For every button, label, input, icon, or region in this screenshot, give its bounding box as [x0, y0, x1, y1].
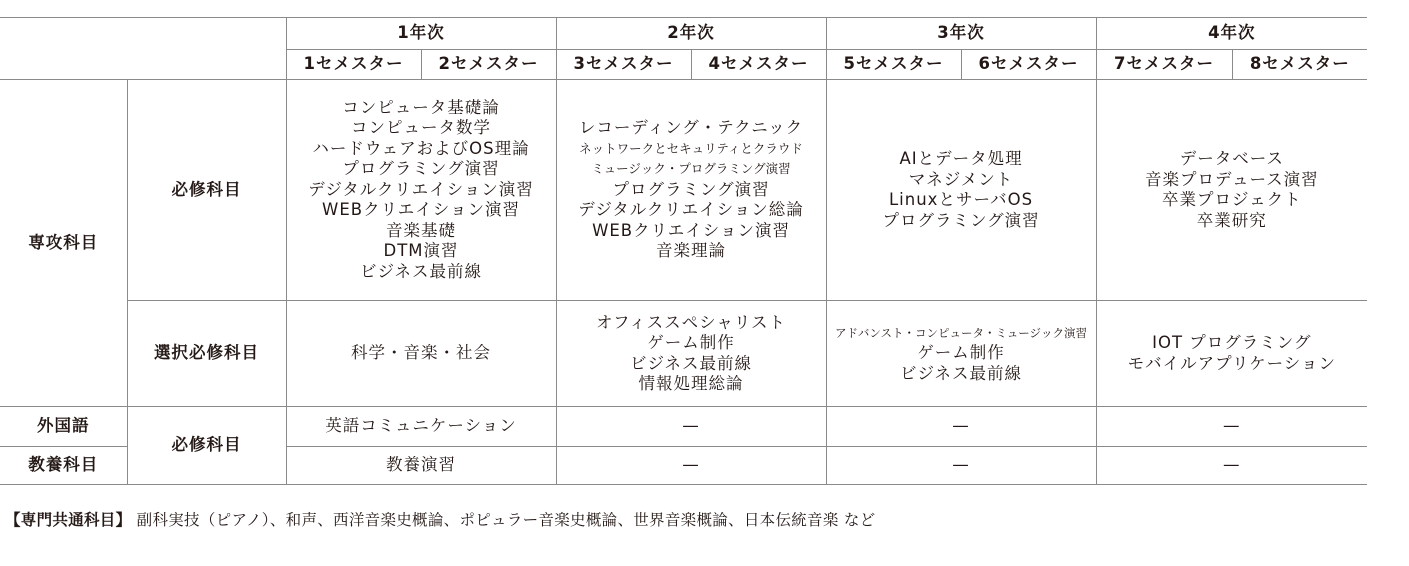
- course-item: 音楽理論: [656, 241, 727, 261]
- semester-5-header: 5セメスター: [826, 50, 961, 80]
- course-item: アドバンスト・コンピュータ・ミュージック演習: [835, 325, 1088, 340]
- year-2-header: 2年次: [556, 18, 826, 50]
- year-3-header: 3年次: [826, 18, 1096, 50]
- elective-year2-cell: [556, 301, 826, 407]
- major-required-row: [0, 80, 1367, 301]
- elective-year1-cell: [286, 301, 556, 407]
- elective-year4-cell: [1096, 301, 1367, 407]
- course-item: ゲーム制作: [917, 343, 1005, 363]
- year-header-row: [0, 18, 1367, 50]
- footnote-text: 副科実技（ピアノ）、和声、西洋音楽史概論、ポピュラー音楽史概論、世界音楽概論、日本伝統音楽 など: [136, 511, 876, 529]
- foreign-language-year4: —: [1096, 407, 1367, 447]
- course-item: コンピュータ基礎論: [342, 97, 500, 117]
- foreign-language-row: [0, 407, 1367, 447]
- course-item: ゲーム制作: [647, 333, 735, 352]
- course-item: ネットワークとセキュリティとクラウド: [579, 140, 803, 156]
- foreign-language-year1: 英語コミュニケーション: [286, 407, 556, 447]
- required-year2-cell: [556, 80, 826, 301]
- course-item: マネジメント: [908, 169, 1014, 189]
- liberal-arts-year4: —: [1096, 447, 1367, 485]
- curriculum-table: [0, 17, 1367, 485]
- course-item: 卒業プロジェクト: [1161, 190, 1302, 209]
- course-item: LinuxとサーバOS: [888, 190, 1034, 209]
- course-item: デジタルクリエイション演習: [308, 179, 534, 199]
- course-item: モバイルアプリケーション: [1127, 353, 1336, 373]
- semester-8-header: 8セメスター: [1232, 50, 1367, 80]
- course-item: 情報処理総論: [638, 374, 744, 393]
- semester-4-header: 4セメスター: [691, 50, 826, 80]
- required-year3-cell: [826, 80, 1096, 301]
- corner-cell: [0, 18, 286, 80]
- course-item: WEBクリエイション演習: [322, 200, 520, 220]
- major-elective-row: [0, 301, 1367, 407]
- foreign-language-label: 外国語: [0, 407, 127, 447]
- course-item: コンピュータ数学: [351, 118, 491, 138]
- course-item: ビジネス最前線: [630, 353, 753, 373]
- course-item: データベース: [1179, 149, 1284, 168]
- semester-2-header: 2セメスター: [421, 50, 556, 80]
- course-item: 音楽基礎: [386, 220, 456, 240]
- foreign-language-year2: —: [556, 407, 826, 447]
- semester-6-header: 6セメスター: [961, 50, 1096, 80]
- course-item: 科学・音楽・社会: [351, 343, 491, 363]
- course-item: DTM演習: [383, 241, 459, 261]
- course-item: プログラミング演習: [882, 210, 1040, 230]
- course-item: 卒業研究: [1196, 210, 1267, 230]
- major-required-label: 必修科目: [127, 80, 286, 301]
- course-item: ハードウェアおよびOS理論: [312, 138, 530, 158]
- liberal-arts-year2: —: [556, 447, 826, 485]
- semester-1-header: 1セメスター: [286, 50, 421, 80]
- required-year4-cell: [1096, 80, 1367, 301]
- elective-year3-cell: [826, 301, 1096, 407]
- course-item: オフィススペシャリスト: [596, 312, 787, 332]
- liberal-arts-year1: 教養演習: [286, 447, 556, 485]
- course-item: IOT プログラミング: [1152, 333, 1312, 352]
- year-1-header: 1年次: [286, 18, 556, 50]
- required-year1-cell: [286, 80, 556, 301]
- footnote-label: 【専門共通科目】: [5, 511, 132, 529]
- major-elective-label: 選択必修科目: [127, 301, 286, 407]
- course-item: プログラミング演習: [612, 179, 770, 199]
- semester-3-header: 3セメスター: [556, 50, 691, 80]
- course-item: AIとデータ処理: [899, 149, 1023, 168]
- course-item: WEBクリエイション演習: [592, 220, 790, 240]
- course-item: ビジネス最前線: [900, 363, 1023, 383]
- semester-7-header: 7セメスター: [1096, 50, 1232, 80]
- year-4-header: 4年次: [1096, 18, 1367, 50]
- shared-specialty-footnote: [5, 508, 875, 530]
- shared-required-label: 必修科目: [127, 407, 286, 485]
- course-item: プログラミング演習: [342, 159, 500, 179]
- course-item: 音楽プロデュース演習: [1144, 169, 1319, 189]
- course-item: レコーディング・テクニック: [578, 118, 804, 138]
- course-item: ビジネス最前線: [360, 261, 483, 281]
- liberal-arts-label: 教養科目: [0, 447, 127, 485]
- major-subjects-label: 専攻科目: [0, 80, 127, 407]
- liberal-arts-year3: —: [826, 447, 1096, 485]
- foreign-language-year3: —: [826, 407, 1096, 447]
- course-item: ミュージック・プログラミング演習: [591, 161, 791, 177]
- course-item: デジタルクリエイション総論: [578, 200, 804, 220]
